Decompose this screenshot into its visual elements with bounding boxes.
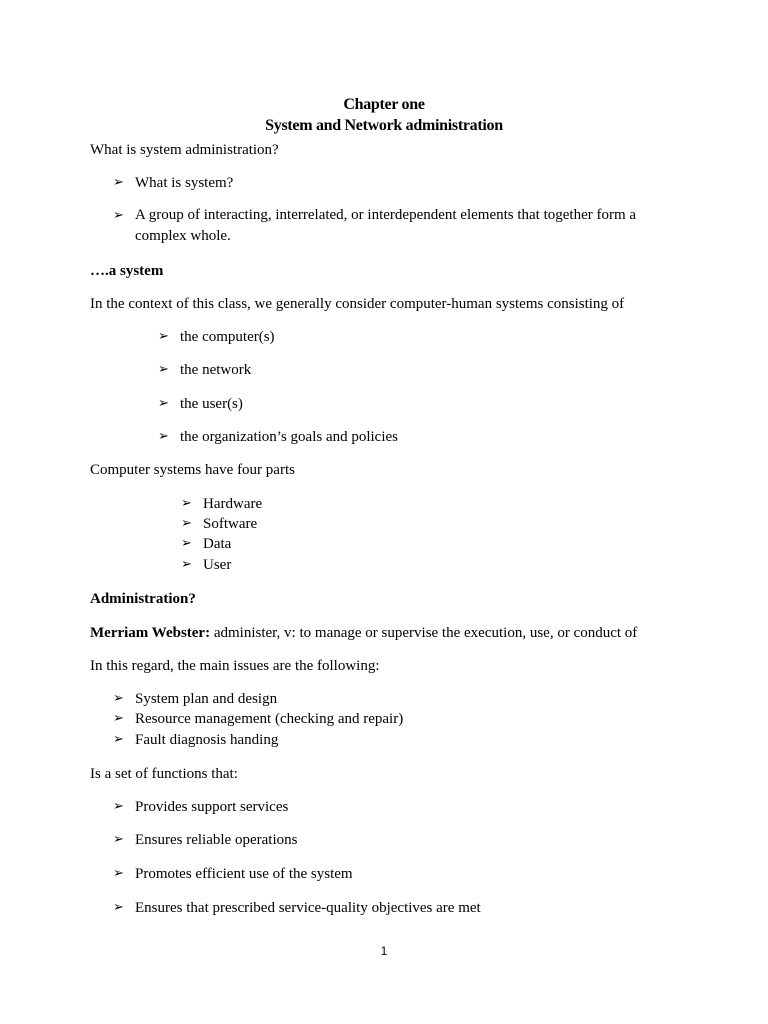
chapter-title: Chapter one <box>343 96 425 113</box>
admin-heading: Administration? <box>90 591 196 607</box>
arrow-bullet-icon: ➢ <box>181 496 192 511</box>
functions-text: Is a set of functions that: <box>90 766 238 782</box>
arrow-bullet-icon: ➢ <box>113 691 124 706</box>
issues-text: In this regard, the main issues are the following: <box>90 658 380 674</box>
arrow-bullet-icon: ➢ <box>181 536 192 551</box>
context-text: In the context of this class, we generally consider computer-human systems consisting of <box>90 296 625 312</box>
arrow-bullet-icon: ➢ <box>113 900 124 915</box>
arrow-bullet-icon: ➢ <box>113 208 124 223</box>
function-item: Ensures reliable operations <box>135 832 298 848</box>
part-item: Hardware <box>203 496 263 512</box>
issue-item: System plan and design <box>135 691 278 707</box>
system-bullet: A group of interacting, interrelated, or interdependent elements that together form a complex whole. <box>135 207 637 244</box>
function-item: Provides support services <box>135 799 289 815</box>
arrow-bullet-icon: ➢ <box>158 429 169 444</box>
arrow-bullet-icon: ➢ <box>113 711 124 726</box>
definition-label: Merriam Webster: <box>90 625 211 641</box>
arrow-bullet-icon: ➢ <box>158 329 169 344</box>
function-item: Ensures that prescribed service-quality objectives are met <box>135 900 481 916</box>
arrow-bullet-icon: ➢ <box>181 557 192 572</box>
arrow-bullet-icon: ➢ <box>181 516 192 531</box>
system-bullet: What is system? <box>135 175 234 191</box>
component-item: the computer(s) <box>180 329 275 345</box>
part-item: Data <box>203 536 232 552</box>
issue-item: Resource management (checking and repair) <box>135 711 404 727</box>
function-item: Promotes efficient use of the system <box>135 866 353 882</box>
arrow-bullet-icon: ➢ <box>113 175 124 190</box>
component-item: the network <box>180 362 252 378</box>
arrow-bullet-icon: ➢ <box>113 732 124 747</box>
arrow-bullet-icon: ➢ <box>158 396 169 411</box>
arrow-bullet-icon: ➢ <box>113 832 124 847</box>
four-parts-text: Computer systems have four parts <box>90 462 295 478</box>
arrow-bullet-icon: ➢ <box>113 799 124 814</box>
intro-question: What is system administration? <box>90 142 279 158</box>
definition-text: administer, v: to manage or supervise the execution, use, or conduct of <box>210 625 638 641</box>
component-item: the user(s) <box>180 396 243 412</box>
arrow-bullet-icon: ➢ <box>158 362 169 377</box>
part-item: Software <box>203 516 258 532</box>
part-item: User <box>203 557 232 573</box>
a-system-heading: ….a system <box>90 263 164 279</box>
page-number: 1 <box>380 944 388 958</box>
issue-item: Fault diagnosis handing <box>135 732 279 748</box>
chapter-subtitle: System and Network administration <box>265 117 503 134</box>
component-item: the organization’s goals and policies <box>180 429 399 445</box>
definition-line <box>90 624 637 642</box>
arrow-bullet-icon: ➢ <box>113 866 124 881</box>
